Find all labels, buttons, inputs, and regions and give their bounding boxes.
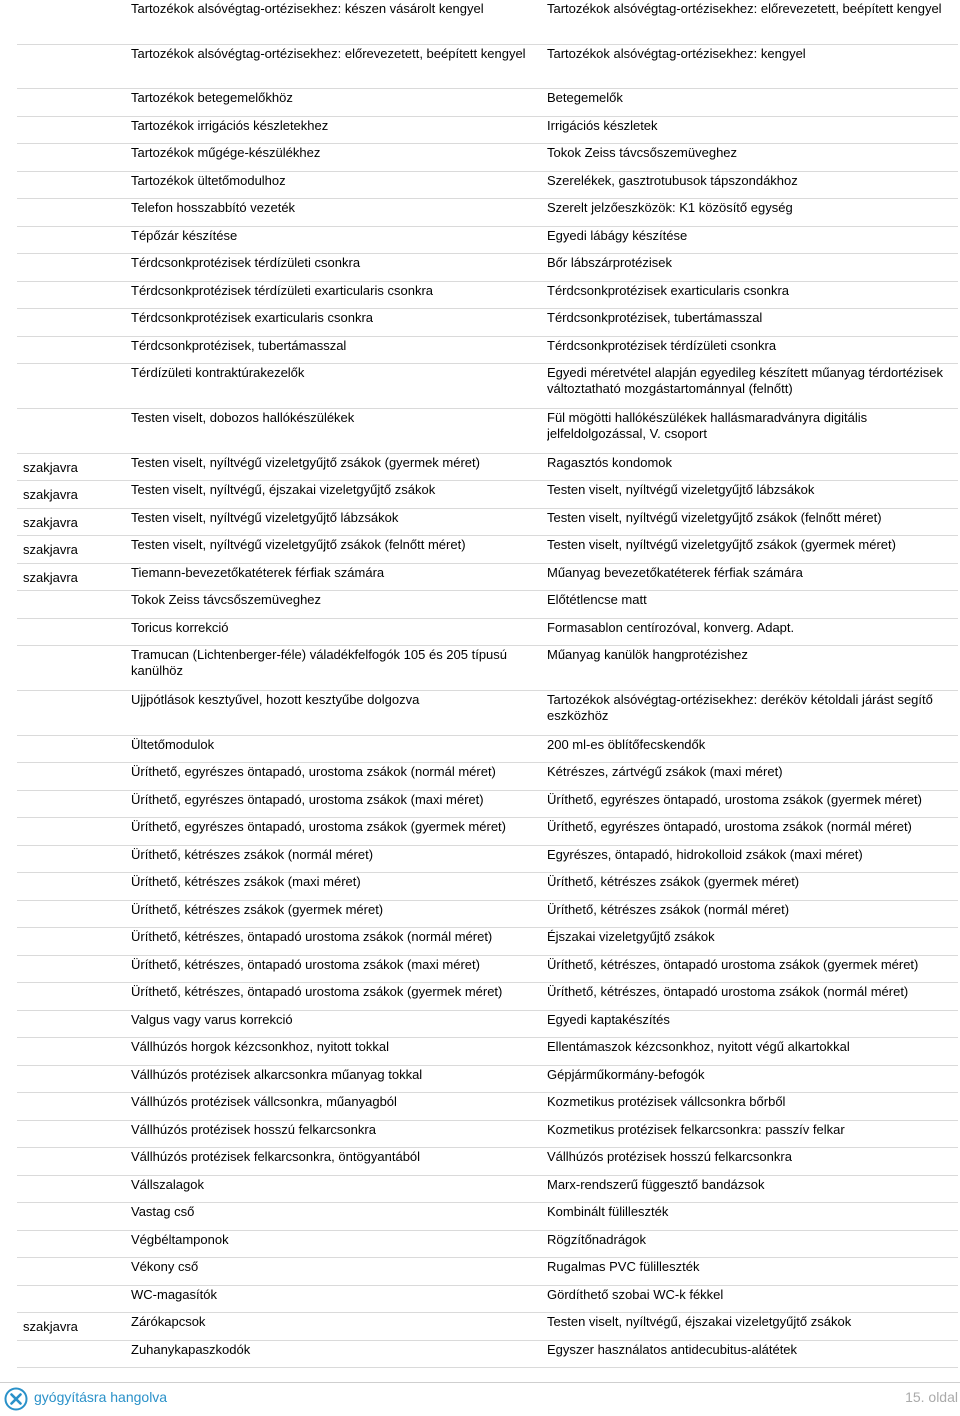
table-row: [17, 928, 958, 956]
row-tag: [17, 591, 131, 618]
circled-x-logo-icon: [4, 1387, 28, 1411]
table-row: [17, 736, 958, 764]
product-name: Üríthető, egyrészes öntapadó, urostoma zsákok (maxi méret): [131, 791, 484, 807]
table-row: [17, 309, 958, 337]
product-name: Térdcsonkprotézisek térdízületi csonkra: [131, 255, 361, 271]
table-row: [17, 509, 958, 537]
row-tag: [17, 1011, 131, 1038]
table-row: [17, 144, 958, 172]
replacement-name: Térdcsonkprotézisek térdízületi csonkra: [547, 337, 777, 353]
row-tag: [17, 1258, 131, 1285]
table-row: [17, 818, 958, 846]
replacement-name: Gördíthető szobai WC-k fékkel: [547, 1286, 724, 1302]
table-row: [17, 1066, 958, 1094]
row-tag: [17, 309, 131, 336]
row-tag: [17, 1203, 131, 1230]
replacement-name: Fül mögötti hallókészülékek hallásmaradványra digitális jelfeldolgozással, V. csoport: [547, 410, 868, 442]
replacement-name: Üríthető, egyrészes öntapadó, urostoma zsákok (normál méret): [547, 819, 912, 835]
row-tag: [17, 846, 131, 873]
replacement-name: Üríthető, kétrészes zsákok (gyermek méret): [547, 874, 800, 890]
replacement-name: Kétrészes, zártvégű zsákok (maxi méret): [547, 764, 783, 780]
product-name: Térdcsonkprotézisek térdízületi exarticularis csonkra: [131, 282, 434, 298]
replacement-name: Formasablon centírozóval, konverg. Adapt.: [547, 619, 795, 635]
row-tag: [17, 791, 131, 818]
table-row: [17, 1258, 958, 1286]
table-row: [17, 454, 958, 482]
table-row: [17, 956, 958, 984]
row-tag: [17, 199, 131, 226]
row-tag: [17, 1286, 131, 1313]
row-tag: [17, 646, 131, 690]
row-tag: [17, 144, 131, 171]
row-tag: szakjavra: [23, 1319, 78, 1335]
table-row: [17, 1038, 958, 1066]
replacement-name: Kombinált fülilleszték: [547, 1204, 669, 1220]
table-row: [17, 199, 958, 227]
product-name: Üríthető, egyrészes öntapadó, urostoma zsákok (normál méret): [131, 764, 496, 780]
replacement-name: Marx-rendszerű függesztő bandázsok: [547, 1176, 765, 1192]
product-name: Üríthető, kétrészes zsákok (normál méret): [131, 846, 374, 862]
table-row: [17, 619, 958, 647]
product-name: Tartozékok ültetőmodulhoz: [131, 172, 286, 188]
row-tag: [17, 691, 131, 735]
row-tag: [17, 227, 131, 254]
table-row: [17, 846, 958, 874]
table-row: [17, 536, 958, 564]
table-row: [17, 254, 958, 282]
row-tag: [17, 818, 131, 845]
table-row: [17, 901, 958, 929]
row-tag: [17, 736, 131, 763]
replacement-name: Irrigációs készletek: [547, 117, 658, 133]
replacement-name: Testen viselt, nyíltvégű vizeletgyűjtő lábzsákok: [547, 482, 815, 498]
product-name: Üríthető, egyrészes öntapadó, urostoma zsákok (gyermek méret): [131, 819, 506, 835]
table-row: [17, 1011, 958, 1039]
product-name: Tramucan (Lichtenberger-féle) váladékfelfogók 105 és 205 típusú kanülhöz: [131, 647, 508, 679]
replacement-name: Tokok Zeiss távcsőszemüveghez: [547, 145, 738, 161]
replacement-name: Üríthető, kétrészes zsákok (normál méret): [547, 901, 790, 917]
replacement-name: 200 ml-es öblítőfecskendők: [547, 736, 706, 752]
table-row: [17, 1148, 958, 1176]
row-tag: [17, 763, 131, 790]
replacement-name: Rugalmas PVC fülilleszték: [547, 1259, 700, 1275]
row-tag: [17, 1066, 131, 1093]
table-row: [17, 1176, 958, 1204]
product-name: WC-magasítók: [131, 1286, 217, 1302]
product-name: Testen viselt, dobozos hallókészülékek: [131, 410, 355, 426]
replacement-name: Tartozékok alsóvégtag-ortézisekhez: kengyel: [547, 45, 806, 61]
product-name: Ujjpótlások kesztyűvel, hozott kesztyűbe dolgozva: [131, 691, 420, 707]
replacement-name: Egyszer használatos antidecubitus-alátétek: [547, 1341, 798, 1357]
row-tag: [17, 409, 131, 453]
product-name: Zuhanykapaszkodók: [131, 1341, 251, 1357]
product-name: Végbéltamponok: [131, 1231, 229, 1247]
product-name: Tartozékok alsóvégtag-ortézisekhez: készen vásárolt kengyel: [131, 1, 484, 16]
replacement-name: Előtétlencse matt: [547, 592, 647, 608]
row-tag: [17, 0, 131, 44]
product-name: Vastag cső: [131, 1204, 195, 1220]
row-tag: [17, 901, 131, 928]
replacement-name: Egyedi méretvétel alapján egyedileg készített műanyag térdortézisek változtatható mozgástartománnyal (felnőtt): [547, 365, 943, 397]
replacement-name: Ragasztós kondomok: [547, 454, 673, 470]
product-name: Térdízületi kontraktúrakezelők: [131, 365, 305, 381]
product-name: Ültetőmodulok: [131, 736, 215, 752]
table-row: [17, 409, 958, 454]
product-name: Telefon hosszabbító vezeték: [131, 200, 296, 216]
row-tag: [17, 619, 131, 646]
table-row: [17, 172, 958, 200]
replacement-name: Testen viselt, nyíltvégű vizeletgyűjtő zsákok (felnőtt méret): [547, 509, 882, 525]
row-tag: [17, 928, 131, 955]
product-name: Üríthető, kétrészes, öntapadó urostoma zsákok (maxi méret): [131, 956, 480, 972]
table-row: [17, 481, 958, 509]
table-row: [17, 0, 958, 45]
table-row: [17, 1231, 958, 1259]
product-name: Tiemann-bevezetőkatéterek férfiak számára: [131, 564, 385, 580]
table-row: [17, 873, 958, 901]
product-name: Vállhúzós protézisek vállcsonkra, műanyagból: [131, 1094, 397, 1110]
replacement-name: Kozmetikus protézisek felkarcsonkra: passzív felkar: [547, 1121, 845, 1137]
replacement-name: Vállhúzós protézisek hosszú felkarcsonkra: [547, 1149, 792, 1165]
row-tag: szakjavra: [23, 542, 78, 558]
product-name: Üríthető, kétrészes zsákok (gyermek méret): [131, 901, 384, 917]
row-tag: [17, 1093, 131, 1120]
replacement-name: Üríthető, egyrészes öntapadó, urostoma zsákok (gyermek méret): [547, 791, 922, 807]
row-tag: [17, 1176, 131, 1203]
table-row: [17, 763, 958, 791]
table-row: [17, 564, 958, 592]
table-row: [17, 1121, 958, 1149]
row-tag: [17, 364, 131, 408]
replacement-name: Műanyag bevezetőkatéterek férfiak számára: [547, 564, 803, 580]
row-tag: [17, 254, 131, 281]
row-tag: [17, 1148, 131, 1175]
product-name: Vállhúzós protézisek alkarcsonkra műanyag tokkal: [131, 1066, 423, 1082]
product-name: Testen viselt, nyíltvégű vizeletgyűjtő lábzsákok: [131, 509, 399, 525]
replacement-name: Betegemelők: [547, 90, 623, 106]
product-name: Valgus vagy varus korrekció: [131, 1011, 293, 1027]
footer-divider: [0, 1382, 960, 1383]
product-name: Térdcsonkprotézisek exarticularis csonkra: [131, 310, 374, 326]
replacement-name: Térdcsonkprotézisek, tubertámasszal: [547, 310, 763, 326]
product-name: Üríthető, kétrészes zsákok (maxi méret): [131, 874, 361, 890]
table-row: [17, 1286, 958, 1314]
row-tag: [17, 983, 131, 1010]
product-name: Tartozékok műgége-készülékhez: [131, 145, 321, 161]
row-tag: [17, 117, 131, 144]
row-tag: szakjavra: [23, 569, 78, 585]
replacement-name: Kozmetikus protézisek vállcsonkra bőrből: [547, 1094, 786, 1110]
replacement-name: Üríthető, kétrészes, öntapadó urostoma zsákok (gyermek méret): [547, 956, 919, 972]
product-name: Vállhúzós protézisek hosszú felkarcsonkra: [131, 1121, 376, 1137]
row-tag: [17, 282, 131, 309]
product-name: Tartozékok betegemelőkhöz: [131, 90, 293, 106]
product-name: Tartozékok alsóvégtag-ortézisekhez: előrevezetett, beépített kengyel: [131, 45, 526, 61]
row-tag: [17, 1341, 131, 1368]
replacement-name: Bőr lábszárprotézisek: [547, 255, 672, 271]
product-name: Vállhúzós protézisek felkarcsonkra, öntögyantából: [131, 1149, 421, 1165]
row-tag: [17, 172, 131, 199]
row-tag: szakjavra: [23, 459, 78, 475]
row-tag: [17, 337, 131, 364]
replacement-name: Tartozékok alsóvégtag-ortézisekhez: deréköv kétoldali járást segítő eszközhöz: [547, 691, 933, 723]
table-row: [17, 364, 958, 409]
replacement-name: Egyedi lábágy készítése: [547, 227, 688, 243]
replacement-name: Szerelt jelzőeszközök: K1 közösítő egység: [547, 200, 793, 216]
replacement-name: Egyedi kaptakészítés: [547, 1011, 670, 1027]
product-name: Vállszalagok: [131, 1176, 204, 1192]
replacement-name: Műanyag kanülök hangprotézishez: [547, 647, 748, 663]
row-tag: [17, 1231, 131, 1258]
product-table: [17, 0, 958, 1368]
table-row: [17, 45, 958, 90]
product-name: Testen viselt, nyíltvégű vizeletgyűjtő zsákok (gyermek méret): [131, 454, 480, 470]
table-row: [17, 646, 958, 691]
replacement-name: Térdcsonkprotézisek exarticularis csonkra: [547, 282, 790, 298]
table-row: [17, 282, 958, 310]
replacement-name: Rögzítőnadrágok: [547, 1231, 647, 1247]
table-row: [17, 791, 958, 819]
row-tag: [17, 89, 131, 116]
product-name: Vállhúzós horgok kézcsonkhoz, nyitott tokkal: [131, 1039, 389, 1055]
row-tag: [17, 1121, 131, 1148]
row-tag: [17, 45, 131, 89]
row-tag: szakjavra: [23, 487, 78, 503]
table-row: [17, 691, 958, 736]
table-row: [17, 89, 958, 117]
table-row: [17, 591, 958, 619]
table-row: [17, 1313, 958, 1341]
replacement-name: Tartozékok alsóvégtag-ortézisekhez: előrevezetett, beépített kengyel: [547, 1, 942, 16]
product-name: Testen viselt, nyíltvégű, éjszakai vizeletgyűjtő zsákok: [131, 482, 436, 498]
row-tag: szakjavra: [23, 514, 78, 530]
page-footer: [0, 1382, 960, 1416]
table-row: [17, 117, 958, 145]
product-name: Testen viselt, nyíltvégű vizeletgyűjtő zsákok (felnőtt méret): [131, 537, 466, 553]
table-row: [17, 1341, 958, 1369]
product-name: Vékony cső: [131, 1259, 199, 1275]
table-row: [17, 1203, 958, 1231]
product-name: Térdcsonkprotézisek, tubertámasszal: [131, 337, 347, 353]
table-row: [17, 337, 958, 365]
replacement-name: Ellentámaszok kézcsonkhoz, nyitott végű alkartokkal: [547, 1039, 850, 1055]
replacement-name: Üríthető, kétrészes, öntapadó urostoma zsákok (normál méret): [547, 984, 909, 1000]
table-row: [17, 1093, 958, 1121]
row-tag: [17, 956, 131, 983]
table-row: [17, 227, 958, 255]
product-name: Üríthető, kétrészes, öntapadó urostoma zsákok (gyermek méret): [131, 984, 503, 1000]
row-tag: [17, 873, 131, 900]
replacement-name: Egyrészes, öntapadó, hidrokolloid zsákok (maxi méret): [547, 846, 863, 862]
replacement-name: Éjszakai vizeletgyűjtő zsákok: [547, 929, 715, 945]
row-tag: [17, 1038, 131, 1065]
brand-slogan: gyógyításra hangolva: [34, 1389, 168, 1405]
replacement-name: Testen viselt, nyíltvégű vizeletgyűjtő zsákok (gyermek méret): [547, 537, 896, 553]
product-name: Toricus korrekció: [131, 619, 229, 635]
table-row: [17, 983, 958, 1011]
replacement-name: Szerelékek, gasztrotubusok tápszondákhoz: [547, 172, 798, 188]
product-name: Tartozékok irrigációs készletekhez: [131, 117, 329, 133]
product-name: Üríthető, kétrészes, öntapadó urostoma zsákok (normál méret): [131, 929, 493, 945]
product-name: Zárókapcsok: [131, 1314, 206, 1330]
product-name: Tépőzár készítése: [131, 227, 238, 243]
page-number: 15. oldal: [905, 1389, 958, 1405]
replacement-name: Testen viselt, nyíltvégű, éjszakai vizeletgyűjtő zsákok: [547, 1314, 852, 1330]
product-name: Tokok Zeiss távcsőszemüveghez: [131, 592, 322, 608]
replacement-name: Gépjárműkormány-befogók: [547, 1066, 705, 1082]
